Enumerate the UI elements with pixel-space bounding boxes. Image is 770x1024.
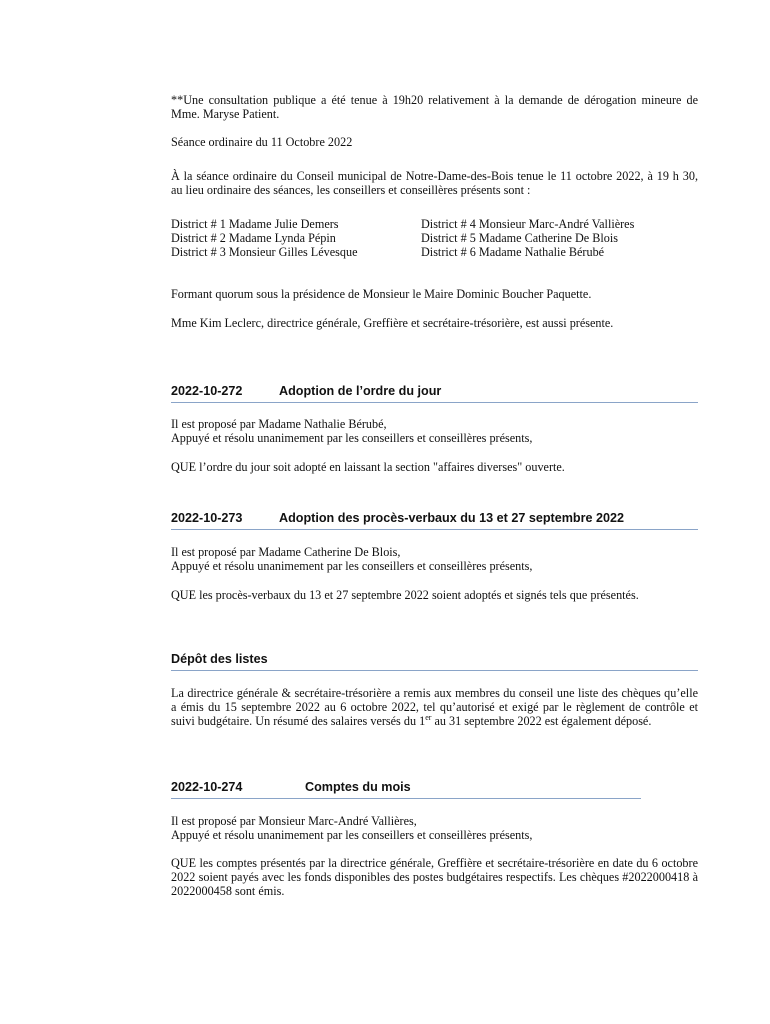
resolution-proposer: Il est proposé par Monsieur Marc-André Vallières, bbox=[171, 814, 417, 828]
consultation-note: **Une consultation publique a été tenue à 19h20 relativement à la demande de dérogation mineure de Mme. Maryse Patient. bbox=[171, 93, 698, 121]
district-item: District # 4 Monsieur Marc-André Vallières bbox=[421, 217, 635, 231]
resolution-title: Comptes du mois bbox=[305, 780, 411, 794]
resolution-number: 2022-10-274 bbox=[171, 780, 243, 794]
resolution-text: QUE l’ordre du jour soit adopté en laissant la section "affaires diverses" ouverte. bbox=[171, 460, 565, 474]
resolution-text: QUE les procès-verbaux du 13 et 27 septembre 2022 soient adoptés et signés tels que présentés. bbox=[171, 588, 639, 602]
session-title: Séance ordinaire du 11 Octobre 2022 bbox=[171, 135, 353, 149]
resolution-proposer: Il est proposé par Madame Catherine De Blois, bbox=[171, 545, 401, 559]
district-item: District # 1 Madame Julie Demers bbox=[171, 217, 339, 231]
resolution-number: 2022-10-273 bbox=[171, 511, 243, 525]
resolution-seconded: Appuyé et résolu unanimement par les conseillers et conseillères présents, bbox=[171, 431, 533, 445]
resolution-heading bbox=[171, 780, 641, 799]
section-title: Dépôt des listes bbox=[171, 652, 268, 666]
resolution-title: Adoption de l’ordre du jour bbox=[279, 384, 442, 398]
depot-text-end: au 31 septembre 2022 est également déposé. bbox=[431, 714, 652, 728]
resolution-proposer: Il est proposé par Madame Nathalie Bérubé, bbox=[171, 417, 387, 431]
resolution-number: 2022-10-272 bbox=[171, 384, 243, 398]
quorum-paragraph: Formant quorum sous la présidence de Monsieur le Maire Dominic Boucher Paquette. bbox=[171, 287, 592, 301]
resolution-text: QUE les comptes présentés par la directrice générale, Greffière et secrétaire-trésorière en date du 6 octobre 2022 soient payés avec les fonds disponibles des postes budgétaires respectifs. Les chèques #2022000418 à 2022000458 sont émis. bbox=[171, 856, 698, 898]
depot-text: La directrice générale & secrétaire-trésorière a remis aux membres du conseil une liste des chèques qu’elle a émis du 15 septembre 2022 au 6 octobre 2022, tel qu’autorisé et exigé par le règlement de contrôle et suivi budgétaire. Un résumé des salaires versés du 1 bbox=[171, 686, 698, 728]
section-heading bbox=[171, 652, 698, 671]
district-item: District # 6 Madame Nathalie Bérubé bbox=[421, 245, 605, 259]
resolution-seconded: Appuyé et résolu unanimement par les conseillers et conseillères présents, bbox=[171, 828, 533, 842]
attendance-paragraph: À la séance ordinaire du Conseil municipal de Notre-Dame-des-Bois tenue le 11 octobre 2022, à 19 h 30, au lieu ordinaire des séances, les conseillers et conseillères présents sont : bbox=[171, 169, 698, 197]
district-list bbox=[171, 217, 698, 259]
resolution-heading bbox=[171, 384, 698, 403]
district-item: District # 3 Monsieur Gilles Lévesque bbox=[171, 245, 358, 259]
staff-paragraph: Mme Kim Leclerc, directrice générale, Greffière et secrétaire-trésorière, est aussi présente. bbox=[171, 316, 614, 330]
depot-paragraph bbox=[171, 686, 698, 728]
resolution-seconded: Appuyé et résolu unanimement par les conseillers et conseillères présents, bbox=[171, 559, 533, 573]
district-item: District # 5 Madame Catherine De Blois bbox=[421, 231, 618, 245]
depot-superscript: er bbox=[425, 713, 432, 722]
district-item: District # 2 Madame Lynda Pépin bbox=[171, 231, 336, 245]
resolution-heading bbox=[171, 511, 698, 530]
resolution-title: Adoption des procès-verbaux du 13 et 27 septembre 2022 bbox=[279, 511, 625, 525]
